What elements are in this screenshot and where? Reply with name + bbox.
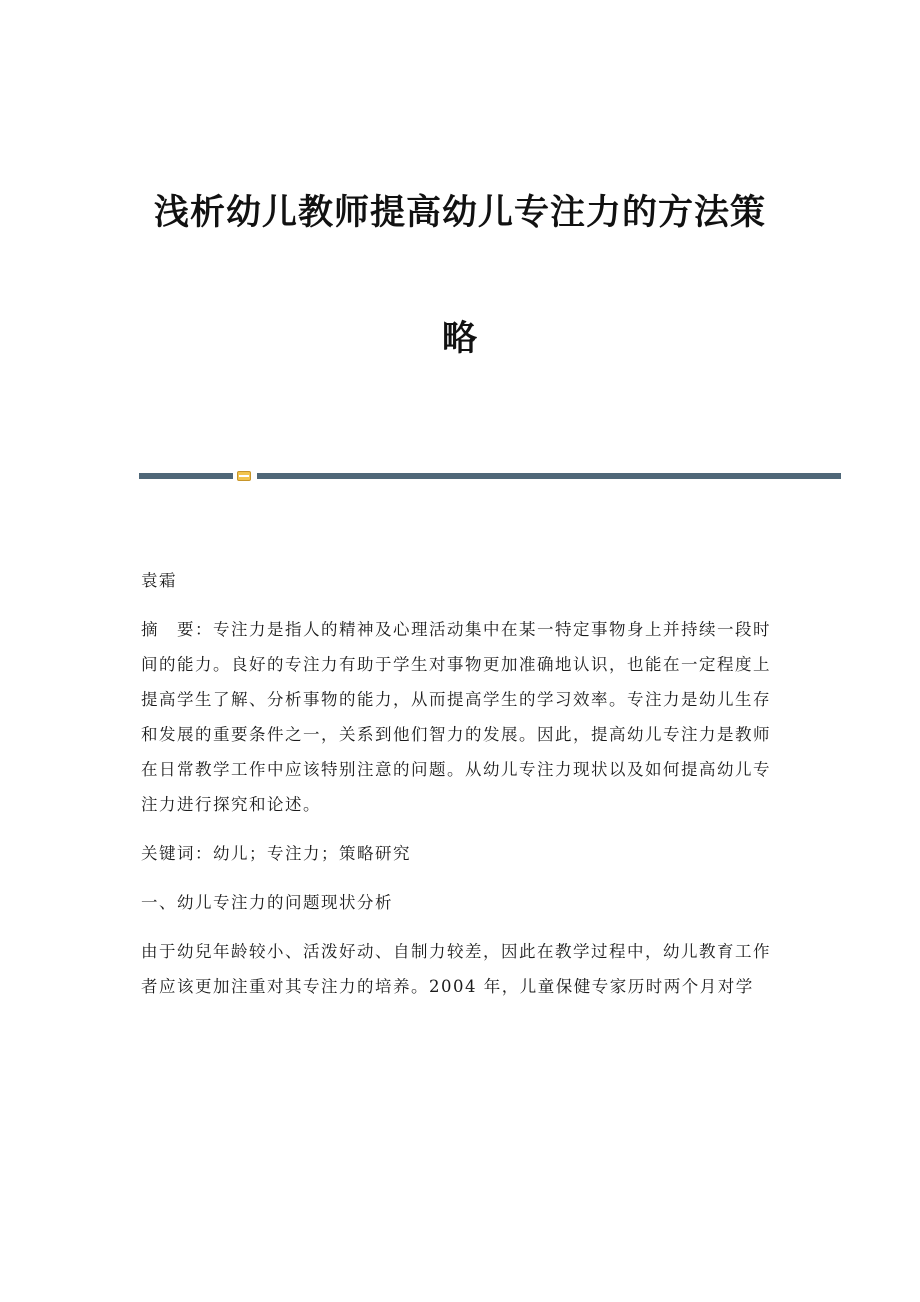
title-line-2: 略	[441, 318, 478, 359]
divider-bar-left	[139, 473, 233, 479]
title-divider	[139, 471, 841, 480]
body-paragraph: 由于幼兒年龄较小、活泼好动、自制力较差，因此在教学过程中，幼儿教育工作者应该更加注重对其专注力的培养。2004 年，儿童保健专家历时两个月对学	[141, 942, 771, 996]
abstract-label: 摘 要：	[141, 620, 213, 639]
section-heading: 一、幼儿专注力的问题现状分析	[141, 893, 393, 912]
author-name: 袁霜	[141, 571, 177, 590]
abstract-paragraph	[141, 612, 781, 822]
abstract-text: 专注力是指人的精神及心理活动集中在某一特定事物身上并持续一段时间的能力。良好的专注力有助于学生对事物更加准确地认识，也能在一定程度上提高学生了解、分析事物的能力，从而提高学生的学习效率。专注力是幼儿生存和发展的重要条件之一，关系到他们智力的发展。因此，提高幼儿专注力是教师在日常教学工作中应该特别注意的问题。从幼儿专注力现状以及如何提高幼儿专注力进行探究和论述。	[141, 620, 771, 814]
title-line-1: 浅析幼儿教师提高幼儿专注力的方法策	[153, 192, 766, 233]
document-title	[0, 180, 920, 372]
divider-bar-right	[257, 473, 841, 479]
document-body	[141, 563, 781, 1004]
envelope-icon	[237, 471, 251, 481]
keywords-line: 关键词：幼儿；专注力；策略研究	[141, 844, 411, 863]
